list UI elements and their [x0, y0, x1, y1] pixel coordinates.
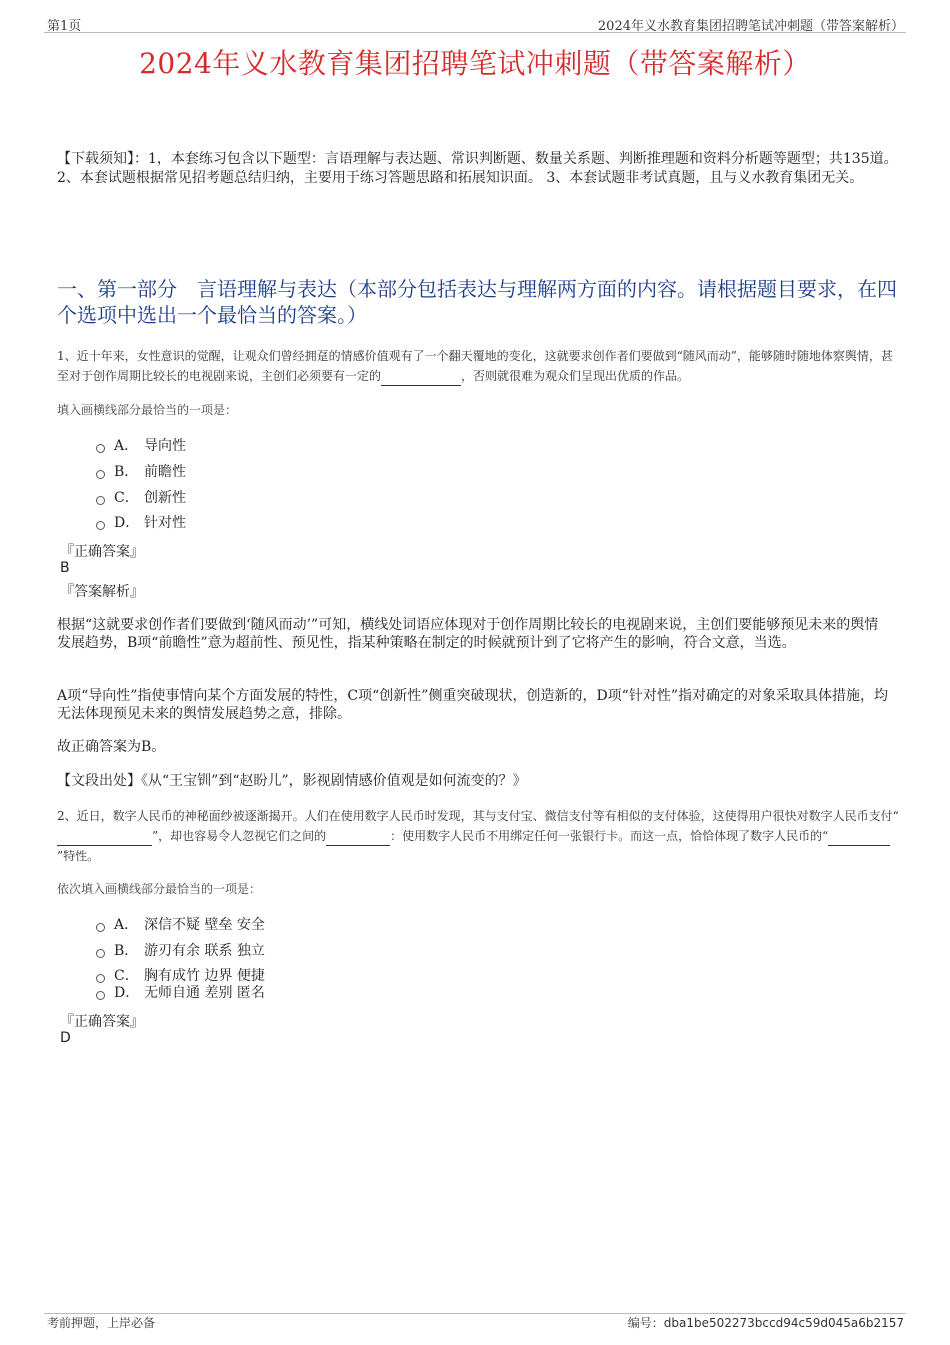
question-1-analysis-label: 『答案解析』: [60, 584, 144, 600]
question-2-prompt: 依次填入画横线部分最恰当的一项是：: [57, 882, 262, 896]
radio-icon[interactable]: [96, 521, 105, 530]
radio-icon[interactable]: [96, 991, 105, 1000]
question-2-blank-3: [828, 831, 890, 846]
question-1-option-b[interactable]: B． 前瞻性: [96, 462, 186, 480]
question-2-answer: D: [60, 1030, 71, 1046]
question-2-option-d[interactable]: D． 无师自通 差别 匿名: [96, 983, 265, 1001]
radio-icon[interactable]: [96, 470, 105, 479]
footer-code: [628, 1314, 904, 1331]
radio-icon[interactable]: [96, 974, 105, 983]
question-1-option-d[interactable]: D． 针对性: [96, 513, 186, 531]
question-2-blank-2: [326, 831, 390, 846]
header-doc-title: 2024年义水教育集团招聘笔试冲刺题（带答案解析）: [597, 19, 904, 34]
question-2-text-part-a: 2、近日，数字人民币的神秘面纱被逐渐揭开。人们在使用数字人民币时发现，其与支付宝、微信支付等有相似的支付体验，这使得用户很快对数字人民币支付“: [57, 809, 899, 823]
page-title: 2024年义水教育集团招聘笔试冲刺题（带答案解析）: [139, 47, 811, 80]
question-2-option-b[interactable]: B． 游刃有余 联系 独立: [96, 941, 265, 959]
question-1-option-a[interactable]: A． 导向性: [96, 436, 186, 454]
footer-code-value: dba1be502273bccd94c59d045a6b2157: [663, 1316, 904, 1330]
question-2-blank-1: [57, 831, 152, 846]
question-1-text-part-b: ，否则就很难为观众们呈现出优质的作品。: [461, 369, 690, 383]
question-2-option-c[interactable]: C． 胸有成竹 边界 便捷: [96, 966, 265, 984]
question-2-text-part-c: ：使用数字人民币不用绑定任何一张银行卡。而这一点，恰恰体现了数字人民币的“: [390, 829, 829, 843]
question-1-analysis-paragraph-2: A项“导向性”指使事情向某个方面发展的特性，C项“创新性”侧重突破现状，创造新的，D项“针对性”指对确定的对象采取具体措施，均无法体现预见未来的舆情发展趋势之意，排除。: [57, 688, 888, 722]
question-1-blank: [381, 371, 461, 386]
footer-code-label: 编号：: [627, 1316, 664, 1330]
question-1-option-c[interactable]: C． 创新性: [96, 488, 186, 506]
question-2-answer-label: 『正确答案』: [60, 1014, 144, 1030]
question-1-answer: B: [60, 560, 70, 576]
footer-slogan: 考前押题，上岸必备: [47, 1316, 156, 1330]
radio-icon[interactable]: [96, 496, 105, 505]
question-2-text-part-b: ”，却也容易令人忽视它们之间的: [152, 829, 327, 843]
question-2-text-part-d: ”特性。: [57, 849, 100, 863]
download-notice: 【下载须知】：1，本套练习包含以下题型：言语理解与表达题、常识判断题、数量关系题、判断推理题和资料分析题等题型；共135道。 2、本套试题根据常见招考题总结归纳，主要用于练习答题思路和拓展知识面。 3、本套试题非考试真题，且与义水教育集团无关。: [57, 151, 898, 186]
question-1-text-part-a: 1、近十年来，女性意识的觉醒，让观众们曾经拥趸的情感价值观有了一个翻天覆地的变化，这就要求创作者们要做到“随风而动”，能够随时随地体察舆情，甚至对于创作周期比较长的电视剧来说，主创们必须要有一定的: [57, 349, 893, 383]
question-1-prompt: 填入画横线部分最恰当的一项是：: [57, 403, 238, 417]
header-divider: [44, 32, 906, 33]
question-1-answer-label: 『正确答案』: [60, 544, 144, 560]
question-2-text: [57, 806, 899, 866]
question-1-analysis-paragraph-1: 根据“这就要求创作者们要做到‘随风而动’”可知，横线处词语应体现对于创作周期比较长的电视剧来说，主创们要能够预见未来的舆情发展趋势，B项“前瞻性”意为超前性、预见性，指某种策略在制定的时候就预计到了它将产生的影响，符合文意，当选。: [57, 617, 879, 651]
radio-icon[interactable]: [96, 444, 105, 453]
radio-icon[interactable]: [96, 949, 105, 958]
radio-icon[interactable]: [96, 923, 105, 932]
question-1-source: 【文段出处】《从“王宝钏”到“赵盼儿”，影视剧情感价值观是如何流变的？》: [57, 773, 527, 789]
section-title: 一、第一部分 言语理解与表达（本部分包括表达与理解两方面的内容。请根据题目要求，在四个选项中选出一个最恰当的答案。）: [57, 277, 897, 327]
question-1-analysis-conclusion: 故正确答案为B。: [57, 739, 166, 755]
question-1-text: [57, 346, 899, 386]
page-number: 第1页: [47, 19, 82, 34]
question-2-option-a[interactable]: A． 深信不疑 壁垒 安全: [96, 915, 265, 933]
